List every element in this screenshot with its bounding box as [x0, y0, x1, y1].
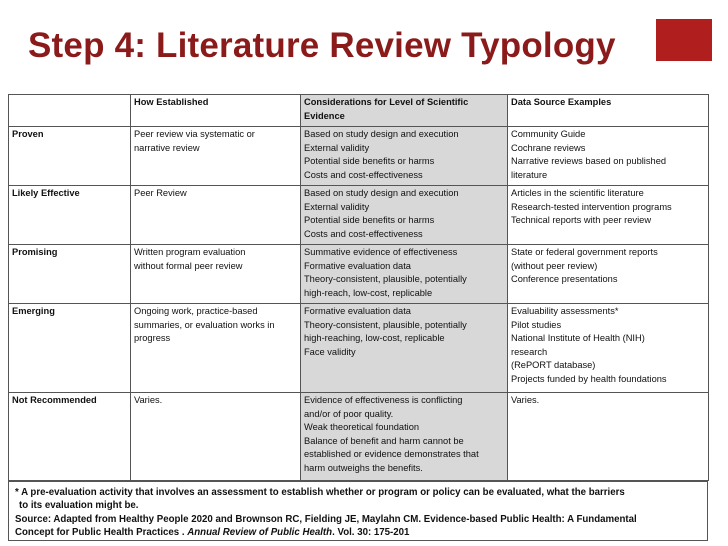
cell-line: and/or of poor quality.	[304, 408, 394, 419]
cell-line: Face validity	[304, 346, 356, 357]
data-sources-cell	[508, 186, 709, 245]
cell-line: harm outweighs the benefits.	[304, 462, 423, 473]
cell-line: Narrative reviews based on published	[511, 156, 667, 167]
cell-line: narrative review	[134, 142, 200, 153]
table-row	[9, 127, 709, 186]
table-row	[9, 186, 709, 245]
cell-line: Formative evaluation data	[304, 260, 411, 271]
cell-line: Evidence of effectiveness is conflicting	[304, 395, 463, 405]
considerations-cell	[301, 127, 508, 186]
considerations-cell	[301, 245, 508, 304]
cell-line: Projects funded by health foundations	[511, 373, 667, 384]
cell-line: Community Guide	[511, 129, 586, 139]
cell-line: Ongoing work, practice-based	[134, 306, 258, 316]
source-line-2	[15, 526, 701, 539]
cell-line: established or evidence demonstrates that	[304, 449, 479, 460]
decorative-corner-block	[656, 19, 712, 61]
row-label: Not Recommended	[9, 393, 131, 481]
row-label: Emerging	[9, 304, 131, 393]
considerations-cell	[301, 186, 508, 245]
cell-line: research	[511, 346, 548, 357]
data-sources-cell	[508, 245, 709, 304]
cell-line: without formal peer review	[134, 260, 243, 271]
cell-line: Research-tested intervention programs	[511, 201, 672, 212]
footnote-line-2: to its evaluation might be.	[19, 500, 139, 512]
cell-line: high-reach, low-cost, replicable	[304, 287, 433, 298]
cell-line: External validity	[304, 201, 370, 212]
cell-line: Peer Review	[134, 188, 187, 198]
cell-line: Weak theoretical foundation	[304, 422, 420, 433]
table-header-row	[9, 95, 709, 127]
cell-line: State or federal government reports	[511, 247, 658, 257]
source-journal: Annual Review of Public Health	[187, 527, 333, 539]
header-data-sources: Data Source Examples	[508, 95, 709, 127]
typology-table	[8, 94, 709, 481]
source-line-1: Source: Adapted from Healthy People 2020 and Brownson RC, Fielding JE, Maylahn CM. Evidence-based Public Health: A Fundamental	[15, 513, 637, 525]
cell-line: progress	[134, 333, 171, 344]
table-row	[9, 304, 709, 393]
row-label: Promising	[9, 245, 131, 304]
cell-line: Articles in the scientific literature	[511, 188, 644, 198]
data-sources-cell	[508, 304, 709, 393]
cell-line: high-reaching, low-cost, replicable	[304, 333, 445, 344]
header-how-established: How Established	[131, 95, 301, 127]
cell-line: Costs and cost-effectiveness	[304, 228, 423, 239]
slide-title: Step 4: Literature Review Typology	[28, 26, 616, 65]
how-established-cell	[131, 245, 301, 304]
cell-line: Pilot studies	[511, 319, 562, 330]
footnote-line-1: * A pre-evaluation activity that involves an assessment to establish whether or program or policy can be evaluated, what the barriers	[15, 487, 625, 498]
header-empty	[9, 95, 131, 127]
cell-line: Evaluability assessments*	[511, 306, 619, 316]
cell-line: National Institute of Health (NIH)	[511, 333, 645, 344]
footnote-box	[8, 481, 708, 541]
source-text-a: Concept for Public Health Practices .	[15, 527, 188, 539]
cell-line: (RePORT database)	[511, 360, 596, 371]
table-row	[9, 393, 709, 481]
cell-line: Theory-consistent, plausible, potentially	[304, 274, 467, 285]
cell-line: Potential side benefits or harms	[304, 215, 435, 226]
cell-line: Written program evaluation	[134, 247, 246, 257]
how-established-cell	[131, 186, 301, 245]
cell-line: Balance of benefit and harm cannot be	[304, 435, 464, 446]
cell-line: Formative evaluation data	[304, 306, 411, 316]
how-established-cell	[131, 304, 301, 393]
how-established-cell	[131, 393, 301, 481]
source-text-b: . Vol. 30: 175-201	[332, 527, 410, 539]
table-row	[9, 245, 709, 304]
cell-line: Cochrane reviews	[511, 142, 586, 153]
cell-line: Conference presentations	[511, 274, 618, 285]
header-considerations: Considerations for Level of Scientific Evidence	[301, 95, 508, 127]
cell-line: External validity	[304, 142, 370, 153]
row-label: Likely Effective	[9, 186, 131, 245]
cell-line: Peer review via systematic or	[134, 129, 255, 139]
how-established-cell	[131, 127, 301, 186]
row-label: Proven	[9, 127, 131, 186]
considerations-cell	[301, 304, 508, 393]
cell-line: Technical reports with peer review	[511, 215, 652, 226]
cell-line: (without peer review)	[511, 260, 598, 271]
cell-line: Costs and cost-effectiveness	[304, 169, 423, 180]
cell-line: Based on study design and execution	[304, 188, 459, 198]
cell-line: Theory-consistent, plausible, potentially	[304, 319, 467, 330]
cell-line: Based on study design and execution	[304, 129, 459, 139]
cell-line: Summative evidence of effectiveness	[304, 247, 458, 257]
cell-line: Varies.	[134, 395, 163, 405]
data-sources-cell	[508, 393, 709, 481]
cell-line: summaries, or evaluation works in	[134, 319, 275, 330]
cell-line: Potential side benefits or harms	[304, 156, 435, 167]
considerations-cell	[301, 393, 508, 481]
cell-line: Varies.	[511, 395, 540, 405]
cell-line: literature	[511, 169, 548, 180]
data-sources-cell	[508, 127, 709, 186]
